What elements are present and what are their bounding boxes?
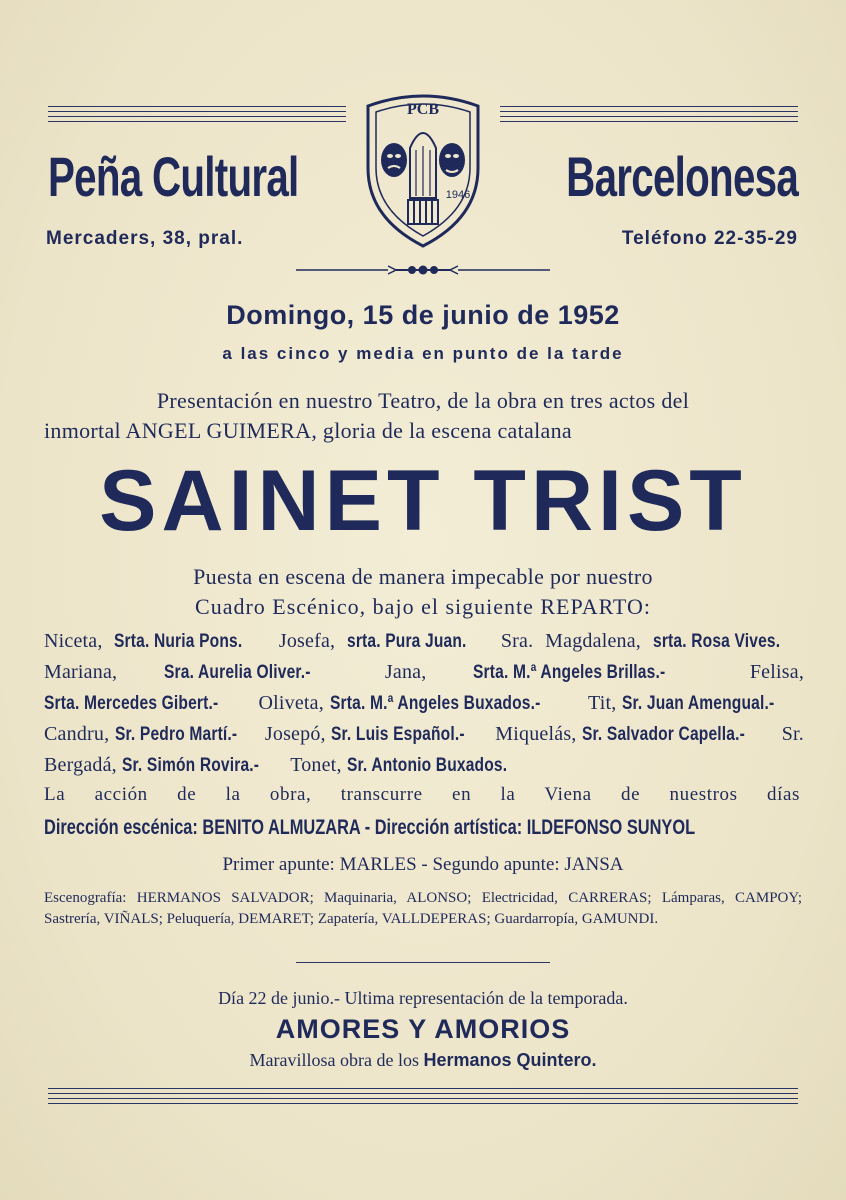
credits-text: Escenografía: HERMANOS SALVADOR; Maquinaria, ALONSO; Electricidad, CARRERAS; Lámparas, CAMPOY; Sastrería, VIÑALS; Peluquería, DEMARET; Zapatería, VALLDEPERAS; Guardarropía, GAMUNDI. bbox=[44, 890, 802, 927]
cast-role: Sr. Bergadá, bbox=[44, 723, 804, 776]
cast-list bbox=[44, 626, 804, 781]
apunte-line: Primer apunte: MARLES - Segundo apunte: JANSA bbox=[222, 854, 624, 875]
cast-role: Miquelás, bbox=[495, 723, 577, 745]
crest-monogram: PCB bbox=[407, 101, 439, 118]
cast-actor: Sr. Antonio Buxados. bbox=[346, 755, 508, 776]
accion-line: La acción de la obra, transcurre en la Viena de nuestros días bbox=[44, 784, 800, 805]
next-show-authors: Hermanos Quintero. bbox=[423, 1050, 597, 1070]
cast-role: Candru, bbox=[44, 723, 110, 745]
cast-actor: Sr. Simón Rovira.- bbox=[122, 755, 260, 776]
footer-rules bbox=[48, 1088, 798, 1108]
cast-role: Tonet, bbox=[290, 754, 342, 776]
ornament-divider bbox=[296, 262, 550, 278]
header-rules-right bbox=[500, 106, 798, 126]
cast-role: Josefa, bbox=[278, 630, 336, 652]
cast-actor: Sr. Salvador Capella.- bbox=[581, 724, 745, 745]
cast-actor: Sr. Pedro Martí.- bbox=[114, 724, 237, 745]
event-date: Domingo, 15 de junio de 1952 bbox=[226, 300, 620, 330]
direccion-line: Dirección escénica: BENITO ALMUZARA - Dirección artística: ILDEFONSO SUNYOL bbox=[44, 816, 696, 839]
cast-role: Oliveta, bbox=[258, 692, 324, 714]
presentation-line-1: Presentación en nuestro Teatro, de la obra en tres actos del bbox=[156, 388, 690, 413]
cast-actor: Srta. M.ª Angeles Brillas.- bbox=[472, 662, 666, 683]
title-right: Barcelonesa bbox=[566, 145, 798, 208]
cast-role: Josepó, bbox=[264, 723, 326, 745]
cast-role: Felisa, bbox=[749, 661, 805, 683]
cast-actor: Srta. Mercedes Gibert.- bbox=[44, 693, 219, 714]
staging-line-2: Cuadro Escénico, bajo el siguiente REPARTO: bbox=[195, 594, 651, 619]
cast-role: Niceta, bbox=[44, 630, 103, 652]
presentation-line-2: inmortal ANGEL GUIMERA, gloria de la escena catalana bbox=[44, 418, 572, 443]
staging-line-1: Puesta en escena de manera impecable por nuestro bbox=[193, 564, 653, 589]
play-title: SAINET TRIST bbox=[99, 453, 747, 549]
cast-role: Sra. Magdalena, bbox=[500, 630, 641, 652]
cast-role: Jana, bbox=[384, 661, 427, 683]
cast-actor: srta. Pura Juan. bbox=[347, 631, 467, 652]
next-show-desc bbox=[0, 1050, 846, 1071]
cast-actor: Sra. Aurelia Oliver.- bbox=[163, 662, 311, 683]
cast-actor: Srta. M.ª Angeles Buxados.- bbox=[329, 693, 541, 714]
header-rules-left bbox=[48, 106, 346, 126]
next-show-desc-prefix: Maravillosa obra de los bbox=[249, 1050, 419, 1070]
cast-actor: srta. Rosa Vives. bbox=[652, 631, 781, 652]
divider-line bbox=[296, 962, 550, 963]
event-time: a las cinco y media en punto de la tarde bbox=[222, 344, 624, 363]
phone: Teléfono 22-35-29 bbox=[621, 228, 798, 249]
crest-year: 1946 bbox=[445, 189, 471, 201]
cast-actor: Srta. Nuria Pons. bbox=[114, 631, 243, 652]
cast-actor: Sr. Luis Español.- bbox=[330, 724, 465, 745]
title-left: Peña Cultural bbox=[48, 145, 299, 208]
cast-role: Tit, bbox=[587, 692, 617, 714]
theatre-masks-lyre-crest-icon bbox=[360, 88, 486, 248]
next-show-line: Día 22 de junio.- Ultima representación de la temporada. bbox=[218, 988, 628, 1008]
next-show-title: AMORES Y AMORIOS bbox=[275, 1014, 571, 1044]
address: Mercaders, 38, pral. bbox=[46, 228, 244, 249]
cast-actor: Sr. Juan Amengual.- bbox=[622, 693, 775, 714]
cast-role: Mariana, bbox=[44, 661, 118, 683]
